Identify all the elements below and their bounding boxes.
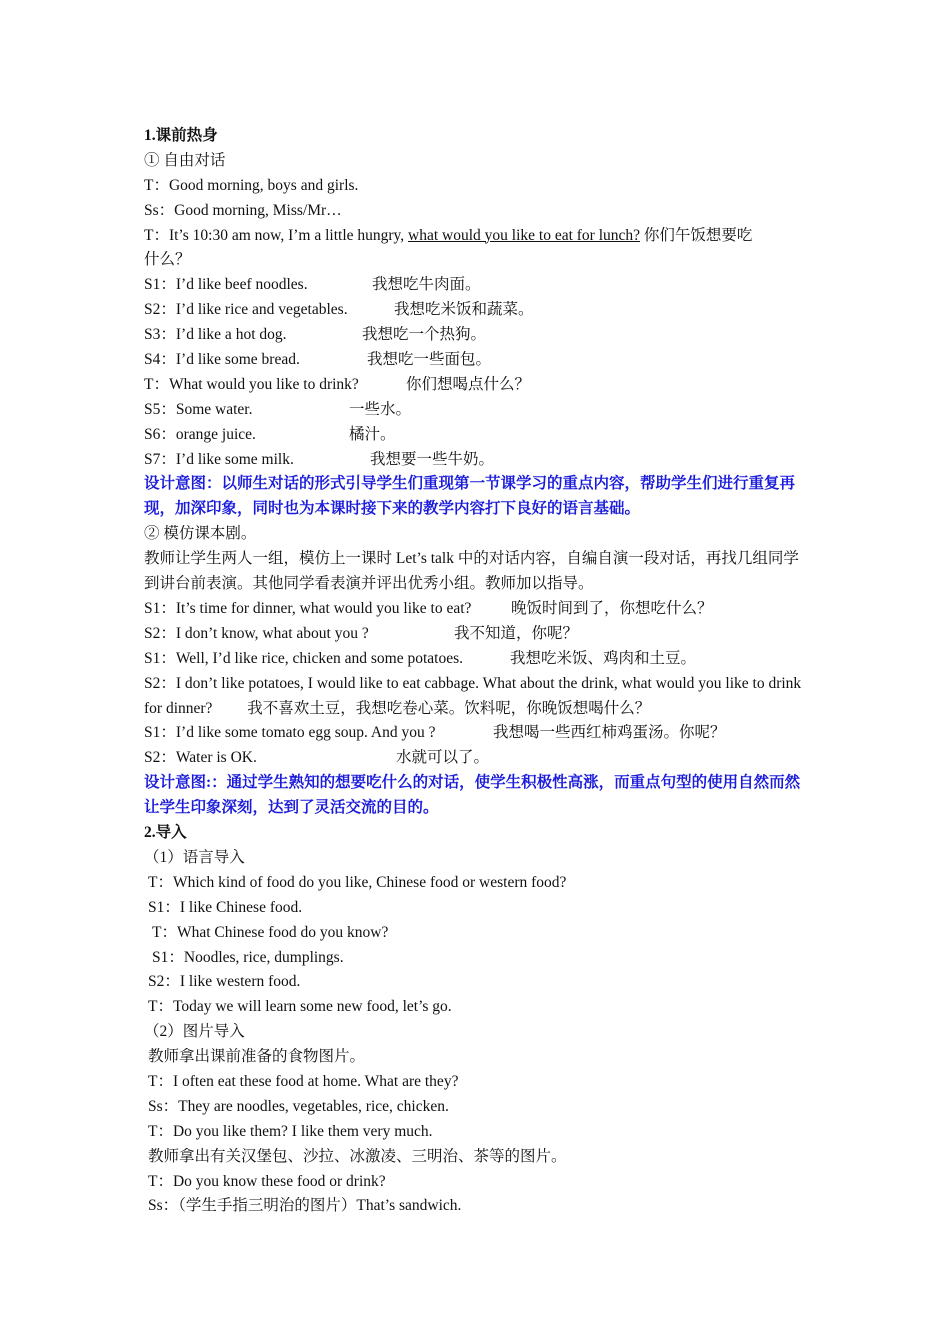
- dialogue-line: [144, 746, 812, 771]
- dialogue-line: Ss：They are noodles, vegetables, rice, chicken.: [148, 1097, 449, 1115]
- dialogue-translation: 水就可以了。: [396, 749, 490, 767]
- dialogue-block-2: [144, 597, 812, 672]
- dialogue-translation: 一些水。: [349, 400, 412, 418]
- dialogue-translation: 我想要一些牛奶。: [370, 450, 495, 468]
- dialogue-translation: 我想吃米饭和蔬菜。: [394, 301, 534, 319]
- dialogue-text: S5：Some water.: [144, 400, 253, 418]
- dialogue-translation: 我想吃米饭、鸡肉和土豆。: [510, 649, 697, 667]
- subsection-picture-intro: （2）图片导入: [144, 1023, 245, 1041]
- dialogue-line: [144, 373, 812, 398]
- dialogue-text: T：What would you like to drink?: [144, 375, 359, 393]
- dialogue-line-continued: 什么？: [144, 251, 191, 269]
- instruction-paragraph: 教师让学生两人一组，模仿上一课时 Let’s talk 中的对话内容，自编自演一段对话，再找几组同学到讲台前表演。其他同学看表演并评出优秀小组。教师加以指导。: [144, 550, 799, 593]
- section-title-intro: 2.导入: [144, 824, 187, 842]
- dialogue-line: [144, 647, 812, 672]
- design-intent-2: 设计意图:：通过学生熟知的想要吃什么的对话，使学生积极性高涨，而重点句型的使用自然而然让学生印象深刻，达到了灵活交流的目的。: [144, 774, 801, 817]
- document-page: [144, 124, 812, 1219]
- dialogue-text: S1：I’d like some tomato egg soup. And you ?: [144, 724, 436, 742]
- dialogue-line: [144, 622, 812, 647]
- dialogue-text: S2：I’d like rice and vegetables.: [144, 301, 348, 319]
- dialogue-line: [144, 597, 812, 622]
- section-title-warmup: 1.课前热身: [144, 127, 218, 144]
- underlined-question: what would you like to eat for lunch?: [408, 226, 641, 244]
- subsection-free-dialogue: ① 自由对话: [144, 151, 226, 169]
- dialogue-translation: 我想喝一些西红柿鸡蛋汤。你呢？: [493, 724, 726, 742]
- dialogue-line: Ss：Good morning, Miss/Mr…: [144, 201, 342, 219]
- subsection-mimic-play: ② 模仿课本剧。: [144, 525, 257, 543]
- dialogue-line: [144, 323, 812, 348]
- dialogue-translation: 橘汁。: [349, 425, 396, 443]
- dialogue-text: S3：I’d like a hot dog.: [144, 326, 287, 344]
- dialogue-line: S1：Noodles, rice, dumplings.: [152, 948, 344, 966]
- dialogue-line: [144, 398, 812, 423]
- dialogue-translation: 你们想喝点什么？: [406, 375, 531, 393]
- dialogue-line: [144, 298, 812, 323]
- dialogue-line: T：What Chinese food do you know?: [152, 923, 389, 941]
- dialogue-text: S7：I’d like some milk.: [144, 450, 294, 468]
- dialogue-line: 教师拿出有关汉堡包、沙拉、冰激凌、三明治、茶等的图片。: [148, 1147, 567, 1165]
- dialogue-line: S1：I like Chinese food.: [148, 898, 303, 916]
- dialogue-translation: 晚饭时间到了，你想吃什么？: [511, 599, 713, 617]
- dialogue-translation: 我想吃牛肉面。: [372, 276, 481, 294]
- dialogue-line: Ss：（学生手指三明治的图片）That’s sandwich.: [148, 1197, 462, 1215]
- dialogue-translation: 你们午饭想要吃: [640, 226, 753, 244]
- dialogue-line: [144, 448, 812, 473]
- dialogue-line: [144, 224, 812, 249]
- dialogue-text: S2：Water is OK.: [144, 749, 257, 767]
- dialogue-line: S2：I don’t like potatoes, I would like to eat cabbage. What about the drink, what would you like to drink for dinner? 我不喜欢土豆，我想吃卷心菜。饮料呢，你晚饭想喝什么？: [144, 674, 802, 717]
- dialogue-text: S1：It’s time for dinner, what would you like to eat?: [144, 599, 472, 617]
- dialogue-line: [144, 273, 812, 298]
- dialogue-text: S1：Well, I’d like rice, chicken and some potatoes.: [144, 649, 463, 667]
- dialogue-text: S4：I’d like some bread.: [144, 351, 300, 369]
- design-intent-1: 设计意图：以师生对话的形式引导学生们重现第一节课学习的重点内容，帮助学生们进行重复再现，加深印象，同时也为本课时接下来的教学内容打下良好的语言基础。: [144, 475, 796, 518]
- dialogue-line: T：Do you like them? I like them very much.: [148, 1122, 433, 1140]
- dialogue-text: T：It’s 10:30 am now, I’m a little hungry,: [144, 226, 409, 244]
- dialogue-translation: 我想吃一个热狗。: [362, 326, 487, 344]
- dialogue-translation: 我想吃一些面包。: [367, 351, 492, 369]
- dialogue-block-1: [144, 273, 812, 472]
- dialogue-line: 教师拿出课前准备的食物图片。: [148, 1048, 366, 1066]
- dialogue-line: T：Do you know these food or drink?: [148, 1172, 386, 1190]
- dialogue-translation: 我不知道，你呢？: [454, 624, 579, 642]
- dialogue-line: [144, 423, 812, 448]
- dialogue-line: T：Good morning, boys and girls.: [144, 176, 359, 194]
- dialogue-line: T：Today we will learn some new food, let’s go.: [148, 998, 452, 1016]
- dialogue-line: S2：I like western food.: [148, 973, 301, 991]
- dialogue-line: [144, 721, 812, 746]
- dialogue-line: T：I often eat these food at home. What are they?: [148, 1072, 459, 1090]
- dialogue-line: T：Which kind of food do you like, Chinese food or western food?: [148, 873, 567, 891]
- dialogue-text: S2：I don’t know, what about you ?: [144, 624, 369, 642]
- dialogue-block-3: [144, 871, 812, 1020]
- dialogue-block-4: [144, 1045, 812, 1219]
- subsection-language-intro: （1）语言导入: [144, 848, 245, 866]
- dialogue-block-2b: [144, 721, 812, 771]
- dialogue-text: S1：I’d like beef noodles.: [144, 276, 308, 294]
- dialogue-text: S6：orange juice.: [144, 425, 256, 443]
- dialogue-line: [144, 348, 812, 373]
